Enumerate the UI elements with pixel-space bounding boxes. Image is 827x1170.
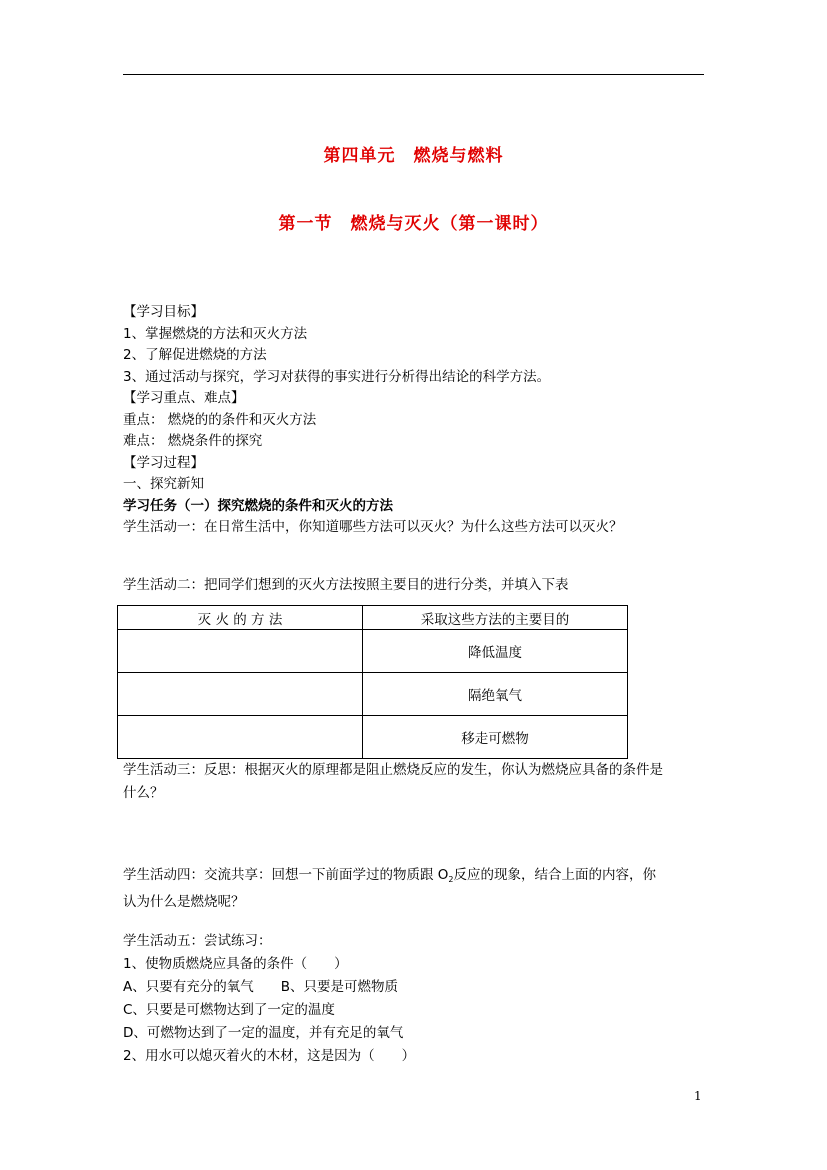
key-points-heading: 【学习重点、难点】 [123, 390, 245, 406]
table-cell: 隔绝氧气 [363, 673, 628, 716]
question-1-option: C、只要是可燃物达到了一定的温度 [123, 1002, 335, 1018]
table-row [118, 673, 628, 716]
activity-5: 学生活动五：尝试练习： [123, 933, 272, 949]
table-cell: 移走可燃物 [363, 716, 628, 759]
table-header-row [118, 606, 628, 630]
objectives-heading: 【学习目标】 [123, 304, 204, 320]
question-2: 2、用水可以熄灭着火的木材，这是因为（ ） [123, 1048, 416, 1064]
objective-item: 3、通过活动与探究，学习对获得的事实进行分析得出结论的科学方法。 [123, 368, 551, 385]
activity-4-line [123, 864, 708, 891]
table-cell-blank [118, 716, 363, 759]
table-cell-blank [118, 630, 363, 673]
key-point-difficulty: 难点： 燃烧条件的探究 [123, 433, 263, 449]
question-1: 1、使物质燃烧应具备的条件（ ） [123, 956, 348, 972]
activity-4-line: 认为什么是燃烧呢？ [123, 894, 245, 910]
page-number: 1 [694, 1089, 702, 1103]
header-rule [123, 74, 704, 75]
process-heading: 【学习过程】 [123, 454, 204, 471]
activity-2: 学生活动二：把同学们想到的灭火方法按照主要目的进行分类，并填入下表 [123, 576, 569, 593]
objective-item: 2、了解促进燃烧的方法 [123, 347, 267, 363]
table-row [118, 716, 628, 759]
table-header-cell: 采取这些方法的主要目的 [363, 606, 628, 630]
extinguish-methods-table [117, 605, 628, 759]
activity-4-text: 学生活动四：交流共享：回想一下前面学过的物质跟 O [123, 867, 449, 883]
question-1-option: A、只要有充分的氧气 B、只要是可燃物质 [123, 979, 398, 995]
objective-item: 1、掌握燃烧的方法和灭火方法 [123, 325, 308, 342]
document-body [123, 302, 708, 596]
task-heading: 学习任务（一）探究燃烧的条件和灭火的方法 [123, 497, 393, 514]
key-point-focus: 重点： 燃烧的的条件和灭火方法 [123, 411, 317, 428]
table-header-cell: 灭 火 的 方 法 [118, 606, 363, 630]
activity-1: 学生活动一：在日常生活中，你知道哪些方法可以灭火？为什么这些方法可以灭火？ [123, 519, 623, 535]
table-cell-blank [118, 673, 363, 716]
activity-3-line: 学生活动三：反思：根据灭火的原理都是阻止燃烧反应的发生，你认为燃烧应具备的条件是 [123, 762, 663, 778]
table-row [118, 630, 628, 673]
section-title: 第一节 燃烧与灭火（第一课时） [278, 214, 549, 234]
question-1-option: D、可燃物达到了一定的温度，并有充足的氧气 [123, 1025, 404, 1041]
activities-section [123, 759, 708, 1068]
oxygen-subscript: 2 [448, 875, 454, 884]
activity-4-text: 反应的现象，结合上面的内容，你 [453, 867, 657, 883]
table-cell: 降低温度 [363, 630, 628, 673]
activity-3-line: 什么？ [123, 785, 164, 801]
part-heading: 一、探究新知 [123, 476, 204, 492]
unit-title: 第四单元 燃烧与燃料 [323, 146, 504, 166]
